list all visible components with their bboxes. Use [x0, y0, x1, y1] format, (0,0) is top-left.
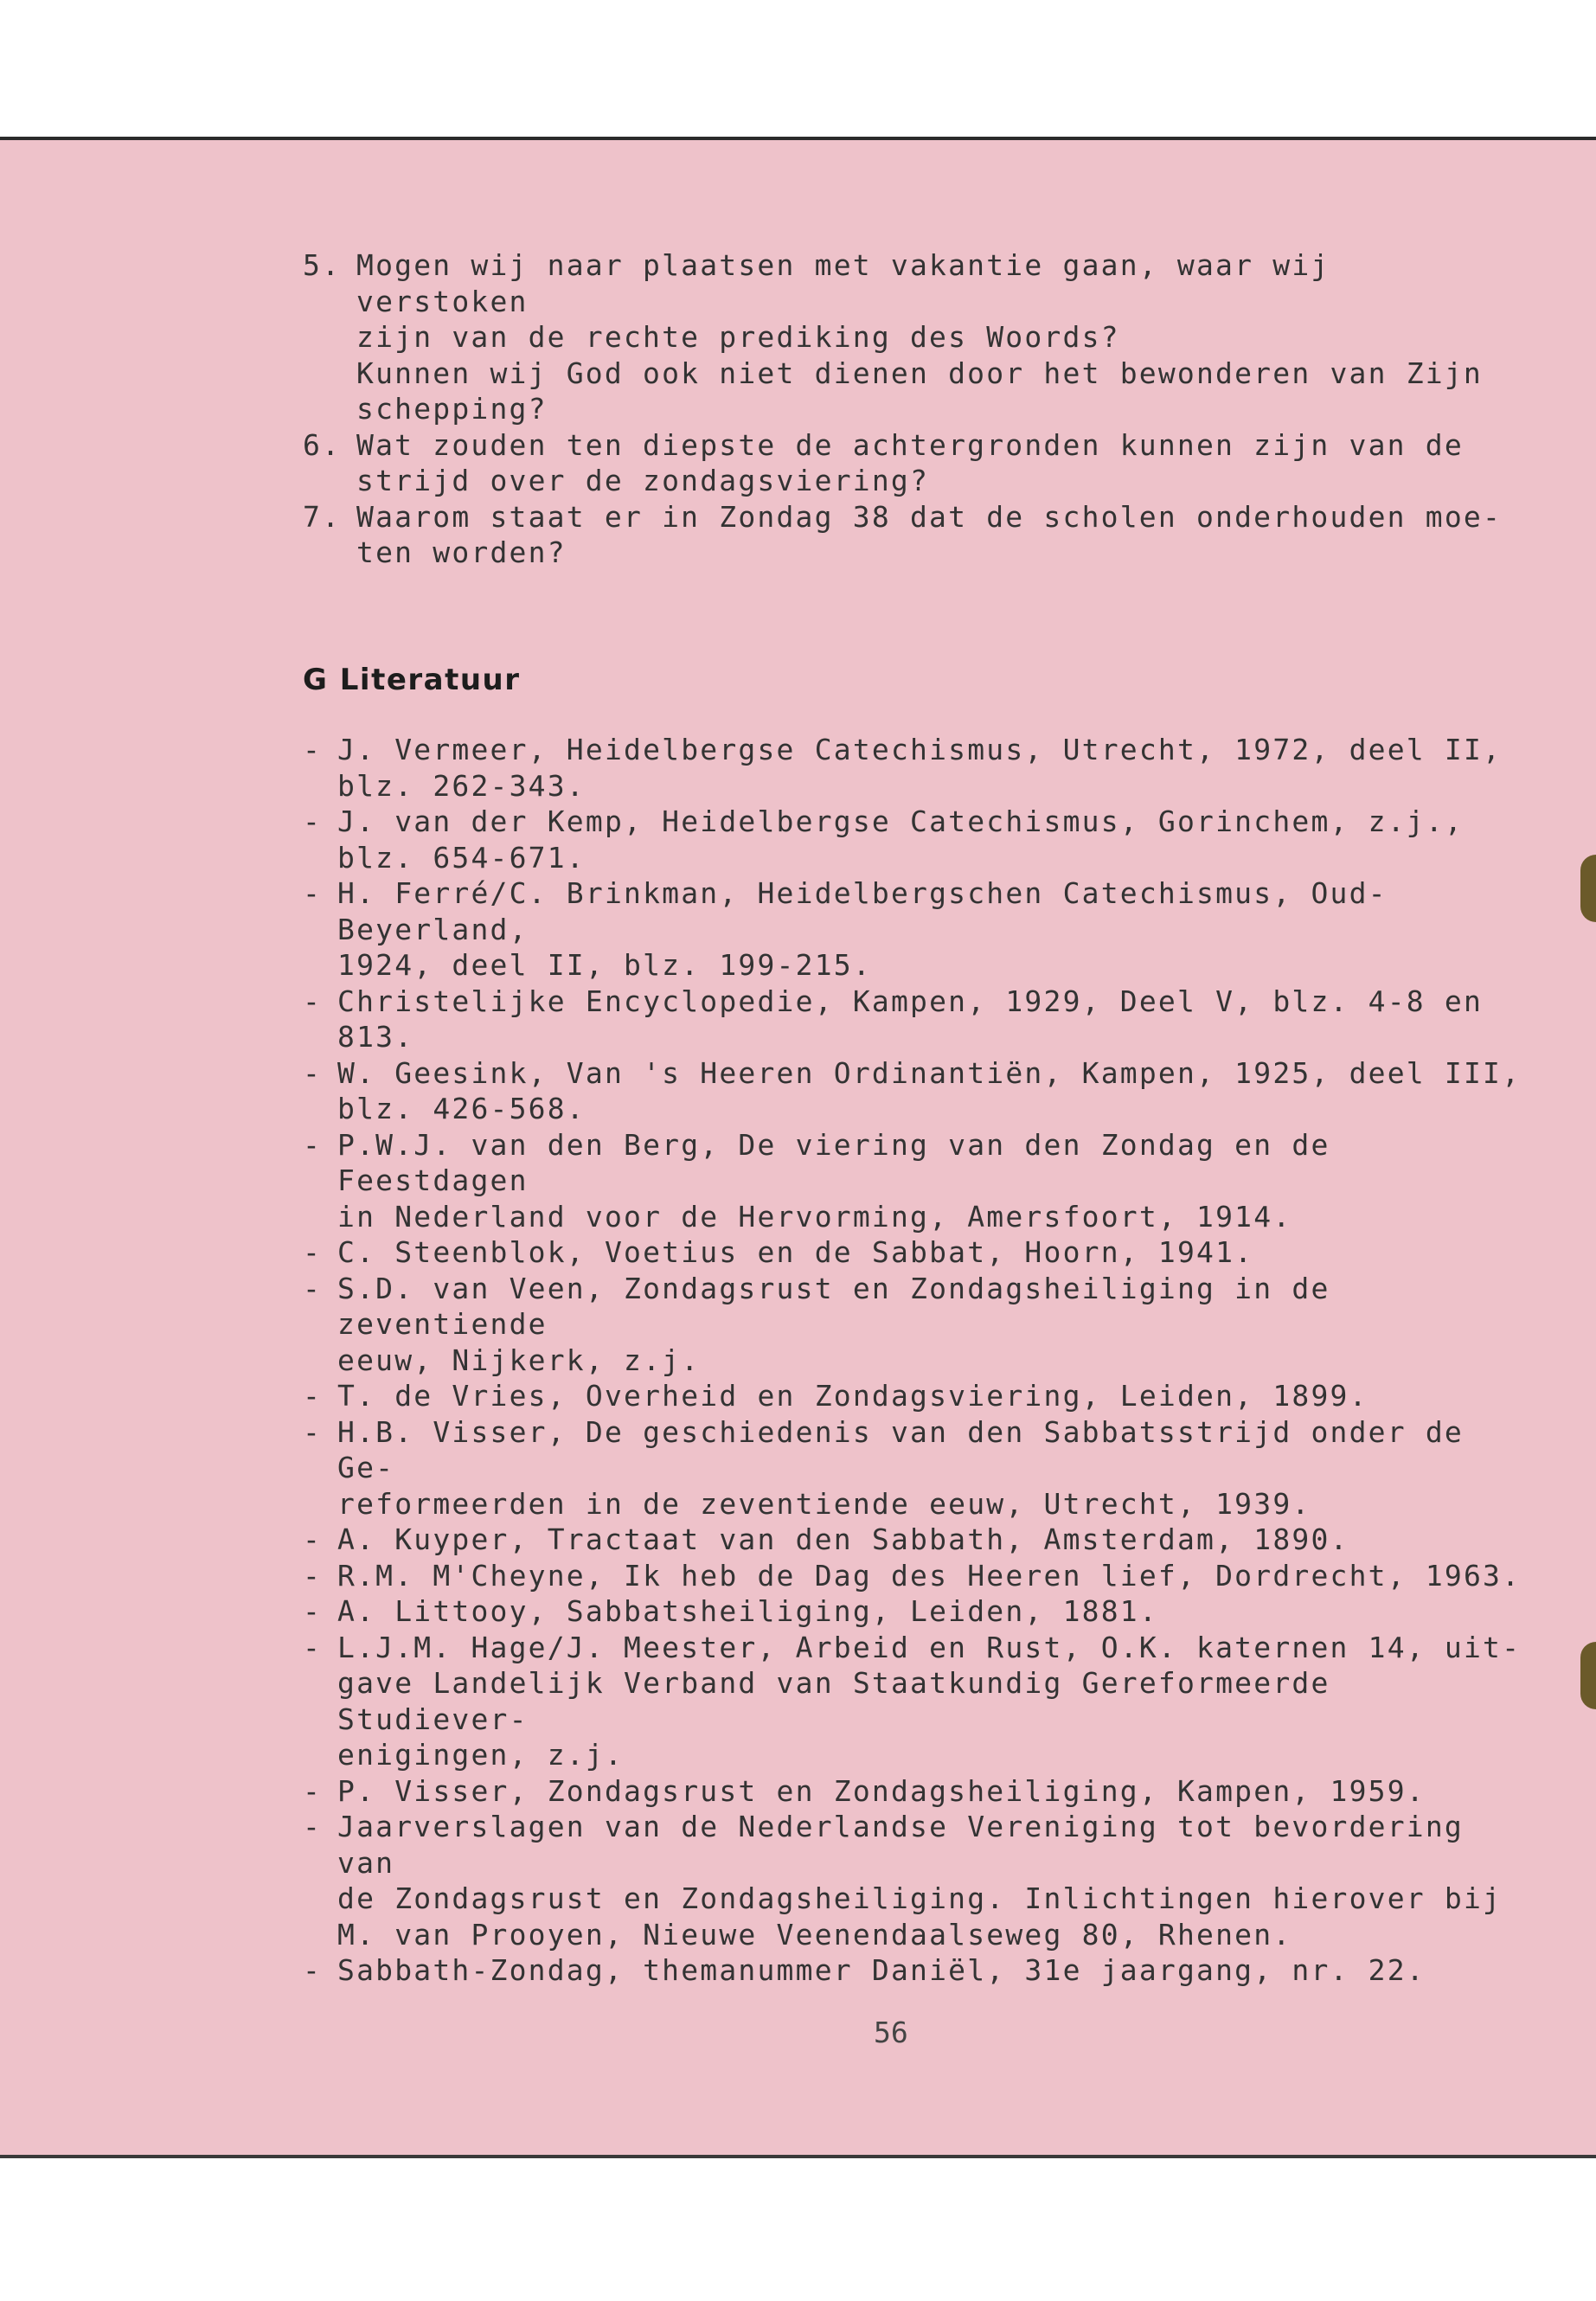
literature-line: - Jaarverslagen van de Nederlandse Vereniging tot bevordering van	[337, 1810, 1464, 1880]
literature-line: reformeerden in de zeventiende eeuw, Utrecht, 1939.	[337, 1486, 1311, 1521]
literature-line: - Christelijke Encyclopedie, Kampen, 1929, Deel V, blz. 4-8 en 813.	[337, 984, 1484, 1054]
question-number: 6.	[303, 427, 342, 462]
literature-line: - Sabbath-Zondag, themanummer Daniël, 31e jaargang, nr. 22.	[337, 1953, 1426, 1987]
question-line: Kunnen wij God ook niet dienen door het bewonderen van Zijn	[356, 356, 1483, 390]
question-line: Mogen wij naar plaatsen met vakantie gaan, waar wij verstoken	[356, 248, 1330, 318]
literature-line: - S.D. van Veen, Zondagsrust en Zondagsheiliging in de zeventiende	[337, 1271, 1330, 1341]
question-line: zijn van de rechte prediking des Woords?	[356, 320, 1120, 354]
literature-item	[303, 1234, 1531, 1271]
literature-item	[303, 1630, 1531, 1773]
literature-item	[303, 804, 1531, 875]
literature-line: M. van Prooyen, Nieuwe Veenendaalseweg 80, Rhenen.	[337, 1917, 1292, 1952]
literature-item	[303, 732, 1531, 804]
literature-line: 1924, deel II, blz. 199-215.	[337, 948, 872, 982]
literature-item	[303, 1271, 1531, 1379]
literature-line: in Nederland voor de Hervorming, Amersfoort, 1914.	[337, 1199, 1292, 1234]
literature-line: - W. Geesink, Van 's Heeren Ordinantiën, Kampen, 1925, deel III,	[337, 1055, 1522, 1090]
question-item	[303, 499, 1514, 571]
literature-item	[303, 1773, 1531, 1810]
literature-line: - P. Visser, Zondagsrust en Zondagsheiliging, Kampen, 1959.	[337, 1773, 1426, 1808]
question-number: 7.	[303, 499, 342, 534]
literature-item	[303, 1414, 1531, 1522]
literature-list	[303, 732, 1531, 1989]
question-line: ten worden?	[356, 535, 567, 569]
literature-line: blz. 426-568.	[337, 1092, 586, 1125]
question-item	[303, 427, 1514, 499]
binder-hole	[1580, 855, 1596, 922]
literature-item	[303, 1522, 1531, 1558]
literature-line: de Zondagsrust en Zondagsheiliging. Inlichtingen hierover bij	[337, 1881, 1503, 1915]
question-line: schepping?	[356, 392, 548, 426]
literature-line: - H.B. Visser, De geschiedenis van den Sabbatsstrijd onder de Ge-	[337, 1414, 1464, 1484]
literature-line: - T. de Vries, Overheid en Zondagsviering, Leiden, 1899.	[337, 1379, 1368, 1413]
literature-line: - C. Steenblok, Voetius en de Sabbat, Hoorn, 1941.	[337, 1235, 1254, 1269]
section-heading: G Literatuur	[303, 663, 521, 697]
literature-line: - J. van der Kemp, Heidelbergse Catechismus, Gorinchem, z.j.,	[337, 804, 1464, 838]
literature-item	[303, 984, 1531, 1055]
question-line: Wat zouden ten diepste de achtergronden kunnen zijn van de	[356, 427, 1464, 462]
literature-line: - P.W.J. van den Berg, De viering van den Zondag en de Feestdagen	[337, 1127, 1330, 1197]
literature-item	[303, 1809, 1531, 1952]
binder-hole	[1580, 1642, 1596, 1709]
page-number: 56	[874, 2016, 908, 2049]
literature-line: - L.J.M. Hage/J. Meester, Arbeid en Rust, O.K. katernen 14, uit-	[337, 1630, 1522, 1664]
question-number: 5.	[303, 248, 342, 282]
literature-item	[303, 1558, 1531, 1594]
literature-line: enigingen, z.j.	[337, 1738, 625, 1772]
question-list	[303, 247, 1514, 571]
literature-line: blz. 654-671.	[337, 840, 586, 875]
literature-item	[303, 1378, 1531, 1414]
literature-line: - R.M. M'Cheyne, Ik heb de Dag des Heeren lief, Dordrecht, 1963.	[337, 1558, 1522, 1593]
question-line: strijd over de zondagsviering?	[356, 464, 930, 497]
literature-line: - A. Littooy, Sabbatsheiliging, Leiden, 1881.	[337, 1594, 1158, 1628]
literature-line: gave Landelijk Verband van Staatkundig Gereformeerde Studiever-	[337, 1666, 1330, 1736]
question-line: Waarom staat er in Zondag 38 dat de scholen onderhouden moe-	[356, 499, 1503, 534]
literature-item	[303, 1127, 1531, 1235]
literature-line: blz. 262-343.	[337, 768, 586, 803]
literature-item	[303, 1593, 1531, 1630]
literature-line: - H. Ferré/C. Brinkman, Heidelbergschen Catechismus, Oud-Beyerland,	[337, 876, 1388, 946]
literature-line: - J. Vermeer, Heidelbergse Catechismus, Utrecht, 1972, deel II,	[337, 733, 1503, 766]
literature-item	[303, 875, 1531, 984]
question-item	[303, 247, 1514, 427]
literature-line: eeuw, Nijkerk, z.j.	[337, 1343, 701, 1377]
literature-line: - A. Kuyper, Tractaat van den Sabbath, Amsterdam, 1890.	[337, 1522, 1349, 1556]
literature-item	[303, 1055, 1531, 1127]
literature-item	[303, 1952, 1531, 1989]
